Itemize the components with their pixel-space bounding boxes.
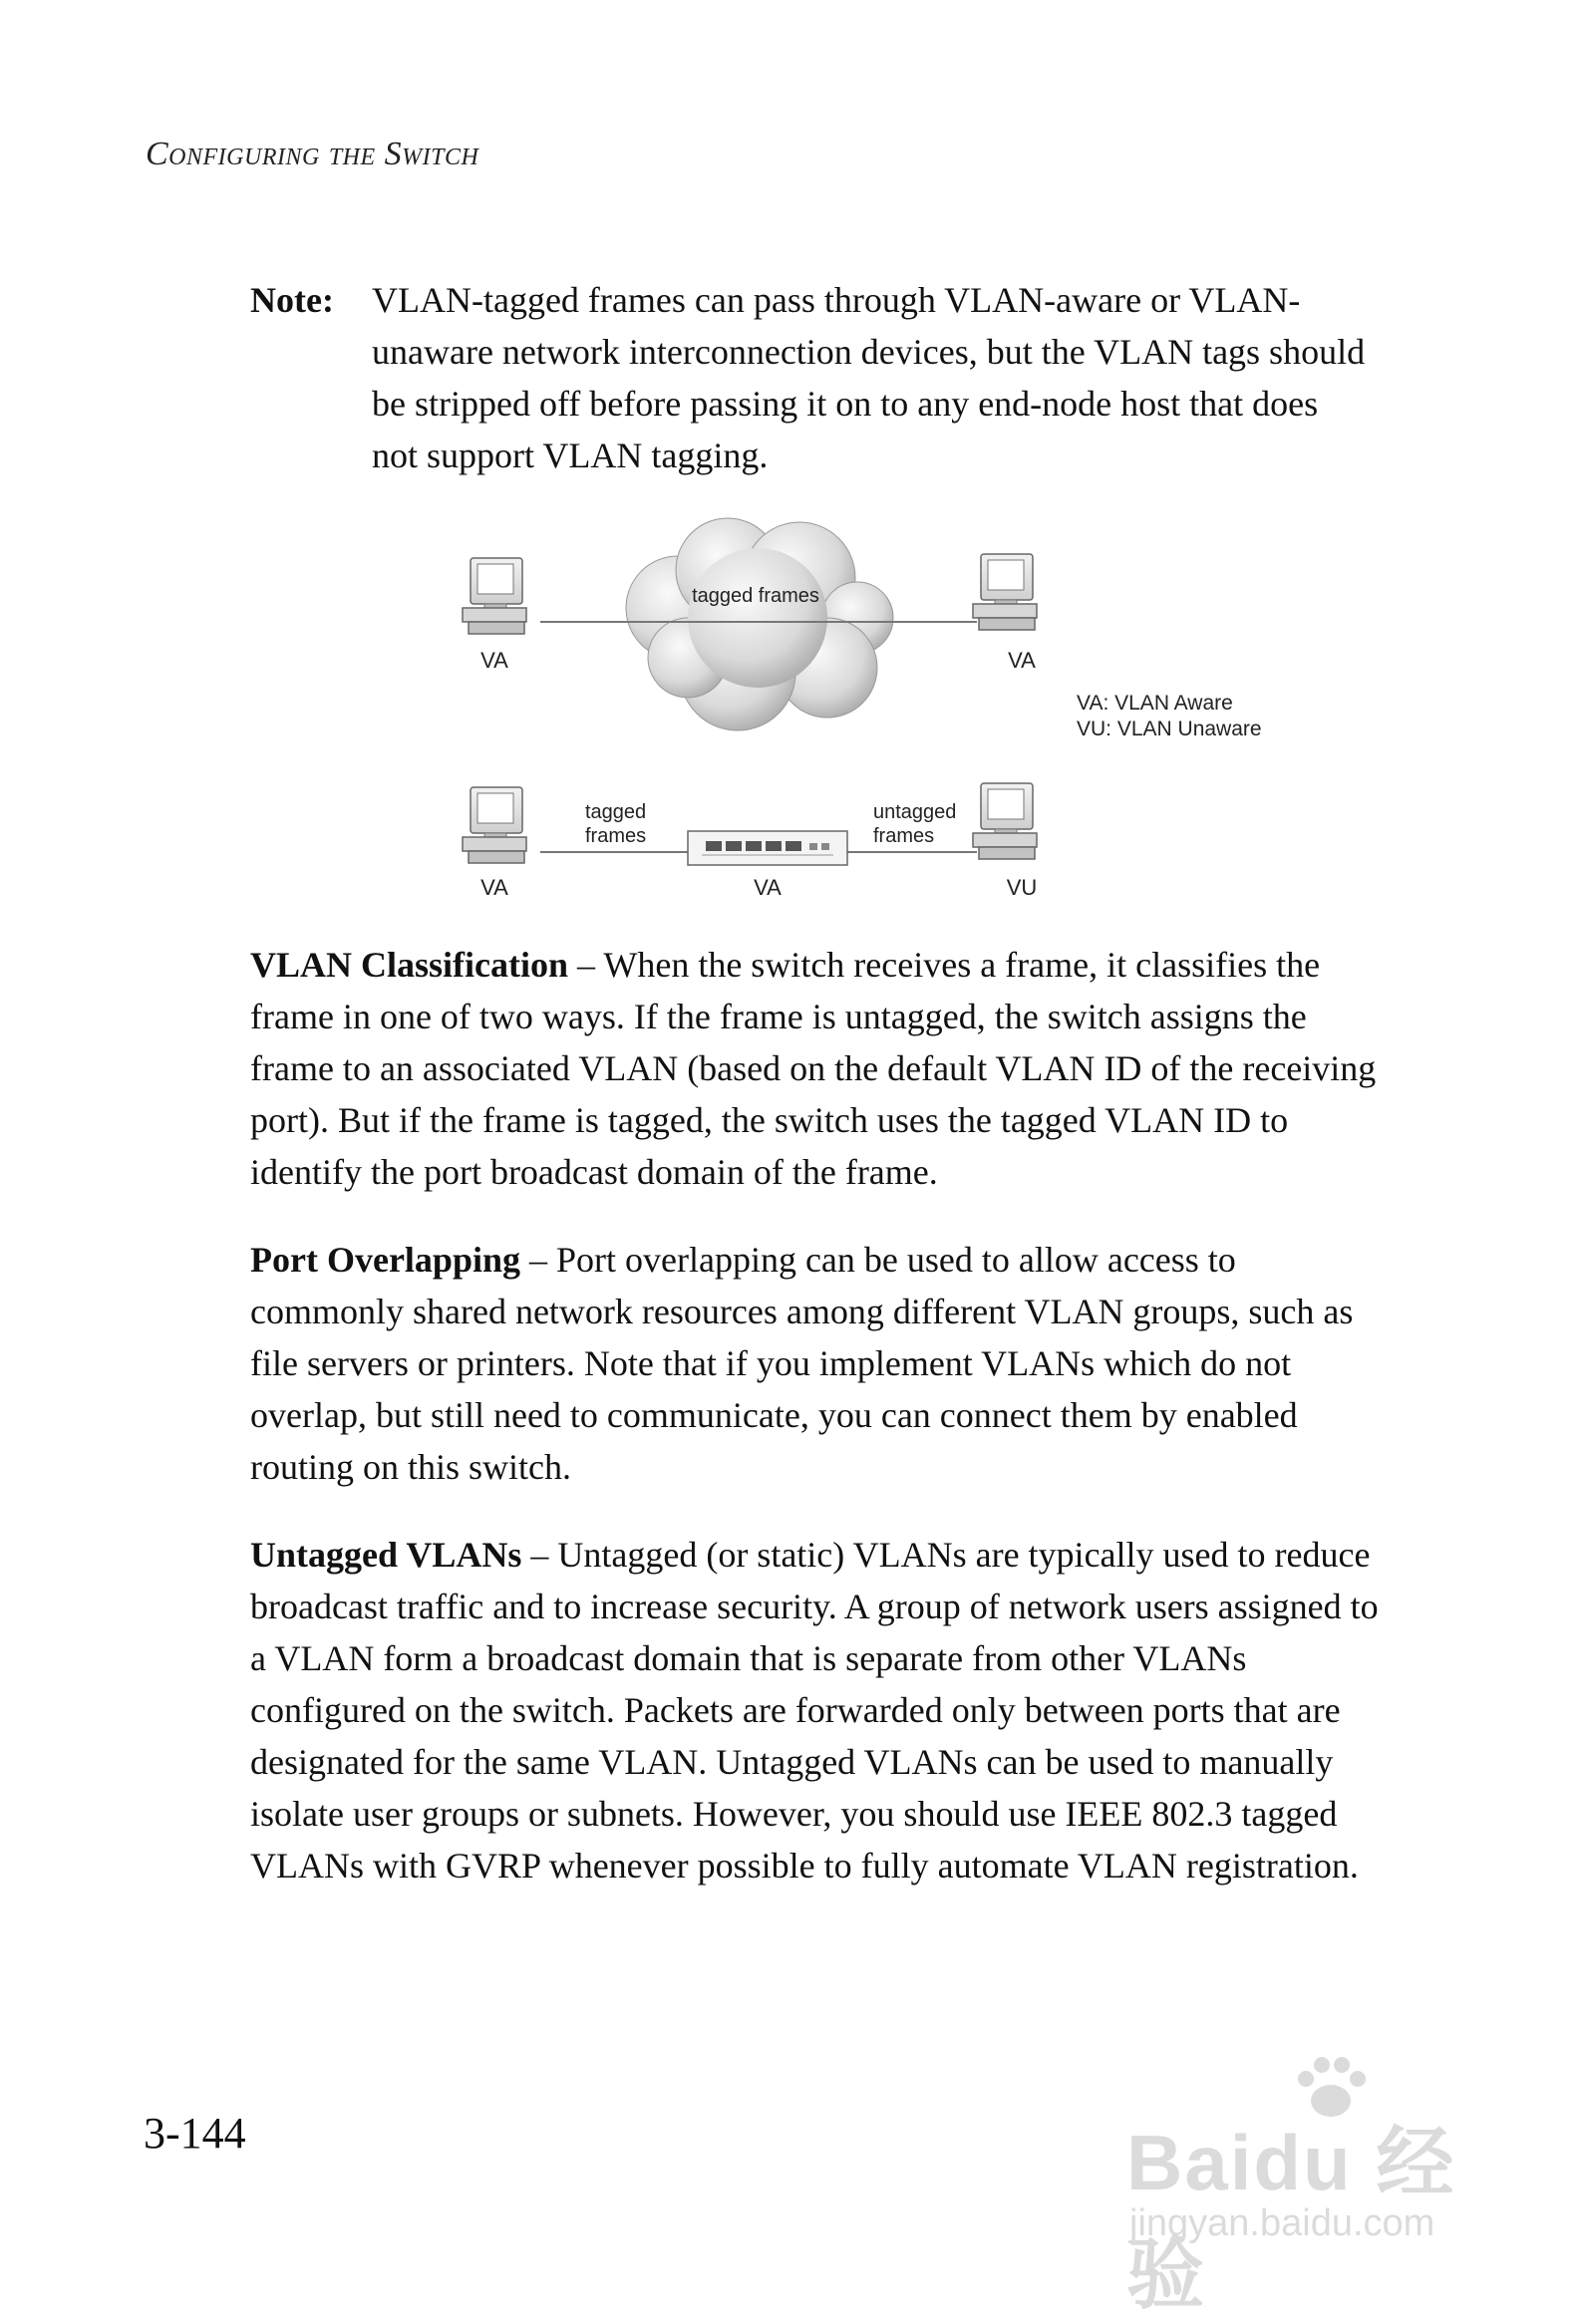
running-header: Configuring the Switch (146, 136, 479, 172)
term-port-overlapping: Port Overlapping (250, 1240, 520, 1280)
left-link-label-1: tagged (585, 801, 647, 823)
computer-icon-top-left (463, 558, 526, 634)
computer-icon-bottom-left (463, 787, 526, 863)
legend-unaware: VU: VLAN Unaware (1077, 718, 1262, 740)
body-vlan-classification: – When the switch receives a frame, it classifies the frame in one of two ways. If the frame is untagged, the switch assigns the frame to an associated VLAN (based on the default VLAN ID of the receiving port). But if the frame is tagged, the switch uses the tagged VLAN ID to identify the port broadcast domain of the frame. (250, 945, 1377, 1192)
legend-aware: VA: VLAN Aware (1077, 692, 1233, 715)
bottom-right-label: VU (1006, 875, 1038, 900)
top-left-label: VA (480, 648, 508, 673)
cloud-label: tagged frames (692, 585, 819, 607)
switch-label: VA (754, 875, 782, 900)
note-label: Note: (250, 280, 334, 320)
top-right-label: VA (1008, 648, 1036, 673)
paragraph-untagged-vlans (250, 1529, 1397, 1891)
page-number: 3-144 (144, 2109, 246, 2158)
computer-icon-bottom-right (973, 783, 1037, 859)
switch-icon (688, 831, 847, 865)
note-text: VLAN-tagged frames can pass through VLAN-aware or VLAN-unaware network interconnection devices, but the VLAN tags should be stripped off before passing it on to any end-node host that does not support VLAN tagging. (372, 280, 1366, 475)
watermark-brand: Baidu 经验 (1126, 2119, 1456, 2318)
computer-icon-top-right (973, 554, 1037, 630)
left-link-label-2: frames (585, 825, 647, 847)
vlan-diagram (439, 498, 1316, 917)
body-port-overlapping: – Port overlapping can be used to allow access to commonly shared network resources among different VLAN groups, such as file servers or printers. Note that if you implement VLANs which do not overlap, but still need to communicate, you can connect them by enabled routing on this switch. (250, 1240, 1354, 1487)
bottom-left-label: VA (480, 875, 508, 900)
paragraph-vlan-classification (250, 939, 1397, 1198)
watermark-url: jingyan.baidu.com (1129, 2202, 1435, 2244)
paragraph-port-overlapping (250, 1234, 1397, 1493)
body-untagged-vlans: – Untagged (or static) VLANs are typically used to reduce broadcast traffic and to increase security. A group of network users assigned to a VLAN form a broadcast domain that is separate from other VLANs configured on the switch. Packets are forwarded only between ports that are designated for the same VLAN. Untagged VLANs can be used to manually isolate user groups or subnets. However, you should use IEEE 802.3 tagged VLANs with GVRP whenever possible to fully automate VLAN registration. (250, 1535, 1379, 1886)
cloud (626, 518, 893, 730)
right-link-label-2: frames (873, 825, 935, 847)
term-untagged-vlans: Untagged VLANs (250, 1535, 522, 1575)
right-link-label-1: untagged (873, 801, 957, 823)
watermark (1111, 2053, 1490, 2318)
term-vlan-classification: VLAN Classification (250, 945, 569, 985)
